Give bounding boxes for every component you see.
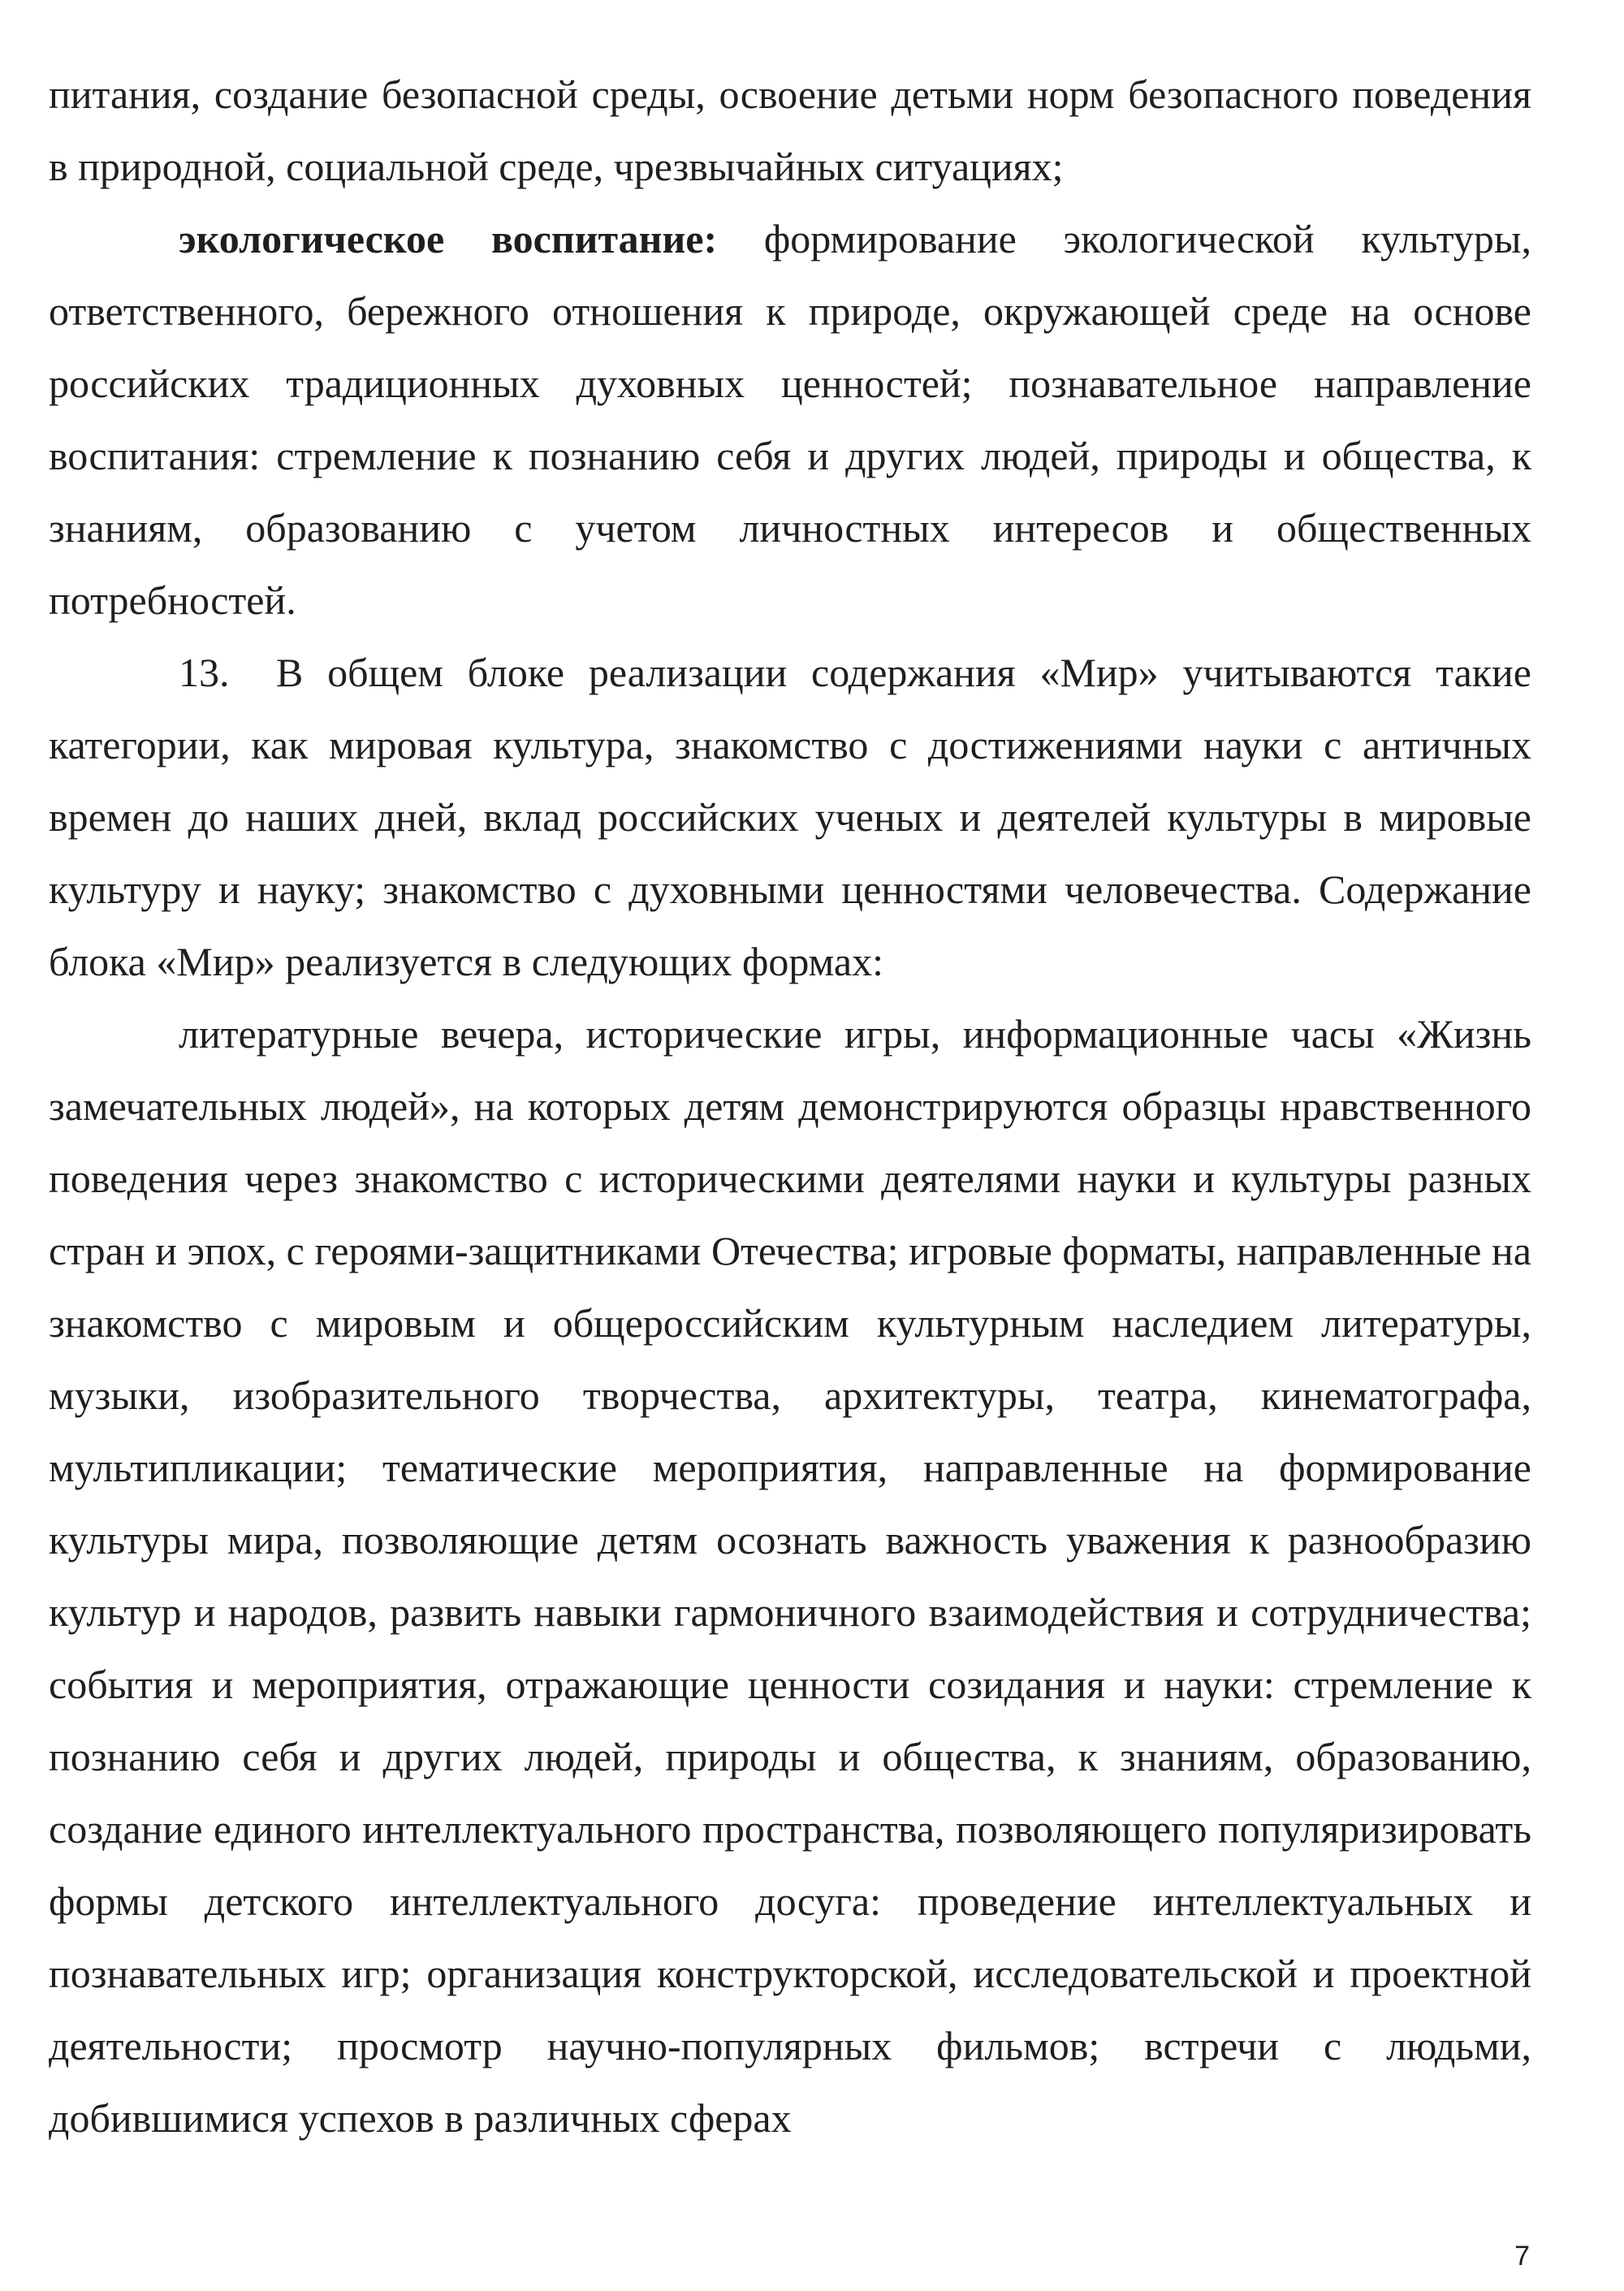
paragraph-text: литературные вечера, исторические игры, информационные часы «Жизнь замечательных людей», на которых детям демонстрируются образцы нравственного поведения через знакомство с историческими деятелями науки и культуры разных стран и эпох, с героями-защитниками Отечества; игровые форматы, направленные на знакомство с мировым и общероссийским культурным наследием литературы, музыки, изобразительного творчества, архитектуры, театра, кинематографа, мультипликации; тематические мероприятия, направленные на формирование культуры мира, позволяющие детям осознать важность уважения к разнообразию культур и народов, развить навыки гармоничного взаимодействия и сотрудничества; события и мероприятия, отражающие ценности созидания и науки: стремление к познанию себя и других людей, природы и общества, к знаниям, образованию, создание единого интеллектуального пространства, позволяющего популяризировать формы детского интеллектуального досуга: проведение интеллектуальных и познавательных игр; организация конструкторской, исследовательской и проектной деятельности; просмотр научно-популярных фильмов; встречи с людьми, добившимися успехов в различных сферах [49,1011,1531,2141]
paragraph-ecological-education [49,203,1531,637]
paragraph-numbered-13 [49,637,1531,998]
paragraph-text: формирование экологической культуры, ответственного, бережного отношения к природе, окружающей среде на основе российских традиционных духовных ценностей; познавательное направление воспитания: стремление к познанию себя и других людей, природы и общества, к знаниям, образованию с учетом личностных интересов и общественных потребностей. [49,216,1531,623]
paragraph-number: 13. [179,650,230,695]
paragraph-forms-list [49,998,1531,2155]
paragraph-text: питания, создание безопасной среды, освоение детьми норм безопасного поведения в природной, социальной среде, чрезвычайных ситуациях; [49,71,1531,189]
document-body [49,58,1531,2155]
paragraph-safety-continuation [49,58,1531,203]
paragraph-text: В общем блоке реализации содержания «Мир» учитываются такие категории, как мировая культура, знакомство с достижениями науки с античных времен до наших дней, вклад российских ученых и деятелей культуры в мировые культуру и науку; знакомство с духовными ценностями человечества. Содержание блока «Мир» реализуется в следующих формах: [49,650,1531,984]
paragraph-bold-term: экологическое воспитание: [179,216,718,262]
page-number: 7 [1514,2241,1530,2272]
